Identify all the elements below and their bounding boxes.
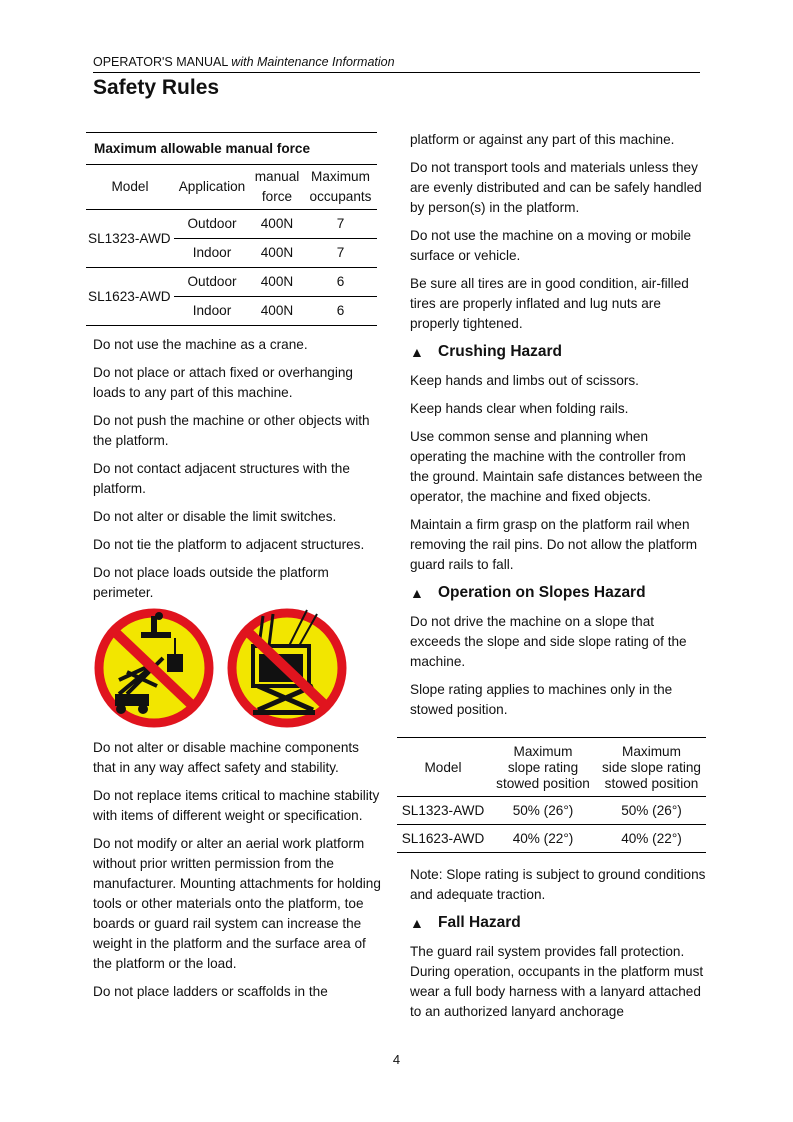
col-slope-line1: Maximum [513,744,573,759]
rule-text: Do not place or attach fixed or overhanging loads to any part of this machine. [93,365,353,400]
rule-text: Keep hands clear when folding rails. [410,401,629,416]
col-occupants-line1: Maximum [311,169,370,184]
col-force-line2: force [261,189,293,204]
rule-text: Keep hands and limbs out of scissors. [410,373,639,388]
rule-text: Slope rating applies to machines only in the stowed position. [410,682,673,717]
model-cell: SL1323-AWD [397,797,489,825]
warning-triangle-icon: ▲ [410,915,424,931]
rule-text: Do not replace items critical to machine stability with items of different weight or specification. [93,788,380,823]
fall-hazard-title: Fall Hazard [438,914,521,931]
occupants-cell: 6 [304,268,377,297]
header-subtitle: with Maintenance Information [231,55,395,69]
col-slope-line2: slope rating [507,760,579,775]
rule-text: Do not use the machine as a crane. [93,337,308,352]
left-rules-continued [93,738,383,1010]
warning-triangle-icon: ▲ [410,585,424,601]
col-slope [489,738,597,797]
crushing-hazard-heading [410,342,706,362]
side-slope-cell: 40% (22°) [597,825,706,853]
slope-rating-table [397,737,706,853]
application-cell: Indoor [174,297,250,326]
model-cell: SL1623-AWD [86,268,174,326]
page-title: Safety Rules [93,76,220,99]
col-side-line1: Maximum [622,744,681,759]
col-occupants [304,165,377,210]
occupants-cell: 7 [304,239,377,268]
col-force-line1: manual [254,169,300,184]
application-cell: Outdoor [174,210,250,239]
no-ladder-scaffold-sign [232,610,342,723]
application-cell: Indoor [174,239,250,268]
force-cell: 400N [250,268,304,297]
force-table-title: Maximum allowable manual force [86,133,377,165]
col-force [250,165,304,210]
page-number: 4 [392,1052,401,1067]
crushing-hazard-title: Crushing Hazard [438,343,563,360]
rule-text: Do not contact adjacent structures with the platform. [93,461,350,496]
rule-text: Do not place loads outside the platform perimeter. [93,565,329,600]
model-cell: SL1623-AWD [397,825,489,853]
slopes-hazard-title: Operation on Slopes Hazard [438,584,646,601]
force-cell: 400N [250,210,304,239]
table-row [86,268,377,297]
rule-text: Do not alter or disable the limit switches. [93,509,337,524]
rule-text: Do not push the machine or other objects with the platform. [93,413,370,448]
rule-text: platform or against any part of this machine. [410,132,675,147]
rule-text: Maintain a firm grasp on the platform rail when removing the rail pins. Do not allow the platform guard rails to fall. [410,517,698,572]
slope-note: Note: Slope rating is subject to ground conditions and adequate traction. [410,867,706,902]
rule-text: Do not alter or disable machine components that in any way affect safety and stability. [93,740,359,775]
rule-text: Do not modify or alter an aerial work platform without prior written permission from the manufacturer. Mounting attachments for holding tools or other materials onto the platform, toe boards or guard rail system can increase the weight in the platform and the surface area of the platform or the load. [93,836,381,971]
rule-text: The guard rail system provides fall protection. During operation, occupants in the platform must wear a full body harness with a lanyard attached to an authorized lanyard anchorage [410,944,704,1019]
slopes-hazard-heading [410,583,706,603]
col-model: Model [397,738,489,797]
col-application: Application [174,165,250,210]
application-cell: Outdoor [174,268,250,297]
table-row [397,797,706,825]
occupants-cell: 6 [304,297,377,326]
rule-text: Do not place ladders or scaffolds in the [93,984,328,999]
rule-text: Do not drive the machine on a slope that exceeds the slope and side slope rating of the machine. [410,614,687,669]
warning-triangle-icon: ▲ [410,344,424,360]
rule-text: Do not use the machine on a moving or mobile surface or vehicle. [410,228,692,263]
table-row [397,825,706,853]
no-overhanging-load-sign [99,612,209,723]
col-slope-line3: stowed position [496,776,590,791]
col-occupants-line2: occupants [309,189,372,204]
force-cell: 400N [250,297,304,326]
col-side-slope [597,738,706,797]
rule-text: Do not transport tools and materials unless they are evenly distributed and can be safely handled by person(s) in the platform. [410,160,702,215]
force-cell: 400N [250,239,304,268]
table-row [86,210,377,239]
manual-force-table [86,132,377,326]
right-column [410,130,706,728]
col-side-line2: side slope rating [602,760,701,775]
left-rules [93,335,383,611]
right-column-continued [410,865,706,1030]
side-slope-cell: 50% (26°) [597,797,706,825]
occupants-cell: 7 [304,210,377,239]
col-model: Model [86,165,174,210]
slope-cell: 50% (26°) [489,797,597,825]
fall-hazard-heading [410,913,706,933]
model-cell: SL1323-AWD [86,210,174,268]
col-side-line3: stowed position [604,776,699,791]
prohibition-signs [93,606,351,731]
rule-text: Be sure all tires are in good condition, air-filled tires are properly inflated and lug nuts are properly tightened. [410,276,689,331]
rule-text: Do not tie the platform to adjacent structures. [93,537,365,552]
header-title: OPERATOR'S MANUAL [93,55,232,69]
rule-text: Use common sense and planning when operating the machine with the controller from the ground. Maintain safe distances between the operator, the machine and fixed objects. [410,429,703,504]
page-header [93,55,700,73]
slope-cell: 40% (22°) [489,825,597,853]
